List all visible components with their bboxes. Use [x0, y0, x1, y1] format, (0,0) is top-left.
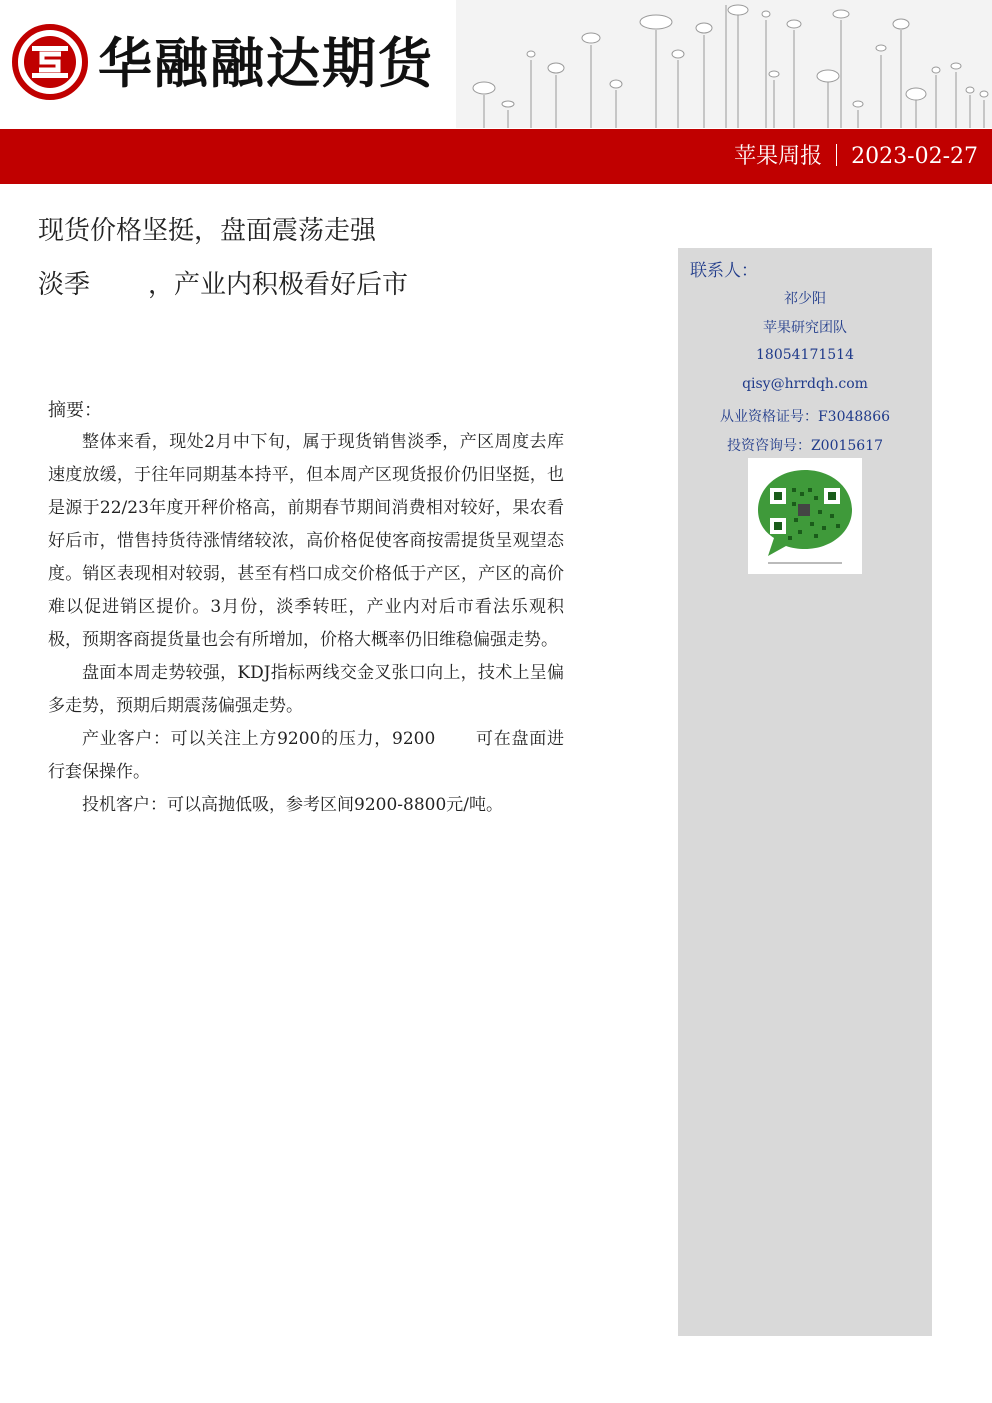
wechat-qr-code-icon — [748, 458, 862, 574]
headline-2-part1: 淡季 — [38, 270, 91, 300]
header-decoration — [456, 0, 992, 128]
contact-team: 苹果研究团队 — [763, 320, 847, 336]
summary-label: 摘要： — [48, 400, 102, 421]
report-type: 苹果周报 — [734, 144, 823, 169]
contact-consult-number: 投资咨询号：Z0015617 — [726, 438, 884, 454]
banner-text — [734, 129, 978, 184]
summary-body — [48, 426, 564, 822]
summary-paragraph-1: 整体来看，现处2月中下旬，属于现货销售淡季，产区周度去库速度放缓，于往年同期基本持平，但本周产区现货报价仍旧坚挺，也是源于22/23年度开秤价格高，前期春节期间消费相对较好，果农看好后市，惜售持货待涨情绪较浓，高价格促使客商按需提货呈观望态度。销区表现相对较弱，甚至有档口成交价格低于产区，产区的高价难以促进销区提价。3月份，淡季转旺，产业内对后市看法乐观积极，预期客商提货量也会有所增加，价格大概率仍旧维稳偏强走势。 — [48, 432, 564, 650]
brand-name: 华融融达期货 — [98, 32, 434, 95]
summary-paragraph-3-part1: 产业客户：可以关注上方9200的压力，9200 — [82, 729, 436, 749]
report-banner — [0, 129, 992, 184]
summary-paragraph-4: 投机客户：可以高抛低吸，参考区间9200-8800元/吨。 — [82, 795, 503, 815]
headline-2 — [38, 264, 408, 301]
contact-title: 联系人： — [690, 261, 758, 281]
contact-sidebar — [678, 248, 932, 1336]
company-logo-icon — [12, 24, 88, 100]
summary-paragraph-3-part2: 可在盘面进行套保操作。 — [48, 729, 564, 782]
report-date: 2023-02-27 — [851, 144, 978, 169]
contact-email[interactable]: qisy@hrrdqh.com — [742, 376, 868, 392]
banner-separator — [836, 144, 837, 166]
headline-2-part2: ，产业内积极看好后市 — [148, 270, 409, 300]
contact-name: 祁少阳 — [784, 291, 826, 307]
summary-paragraph-2: 盘面本周走势较强，KDJ指标两线交金叉张口向上，技术上呈偏多走势，预期后期震荡偏强走势。 — [48, 663, 564, 716]
contact-phone: 18054171514 — [756, 347, 854, 363]
contact-qualification: 从业资格证号：F3048866 — [719, 409, 891, 425]
headline-1: 现货价格坚挺，盘面震荡走强 — [38, 216, 377, 246]
summary-paragraph-3 — [48, 723, 564, 789]
